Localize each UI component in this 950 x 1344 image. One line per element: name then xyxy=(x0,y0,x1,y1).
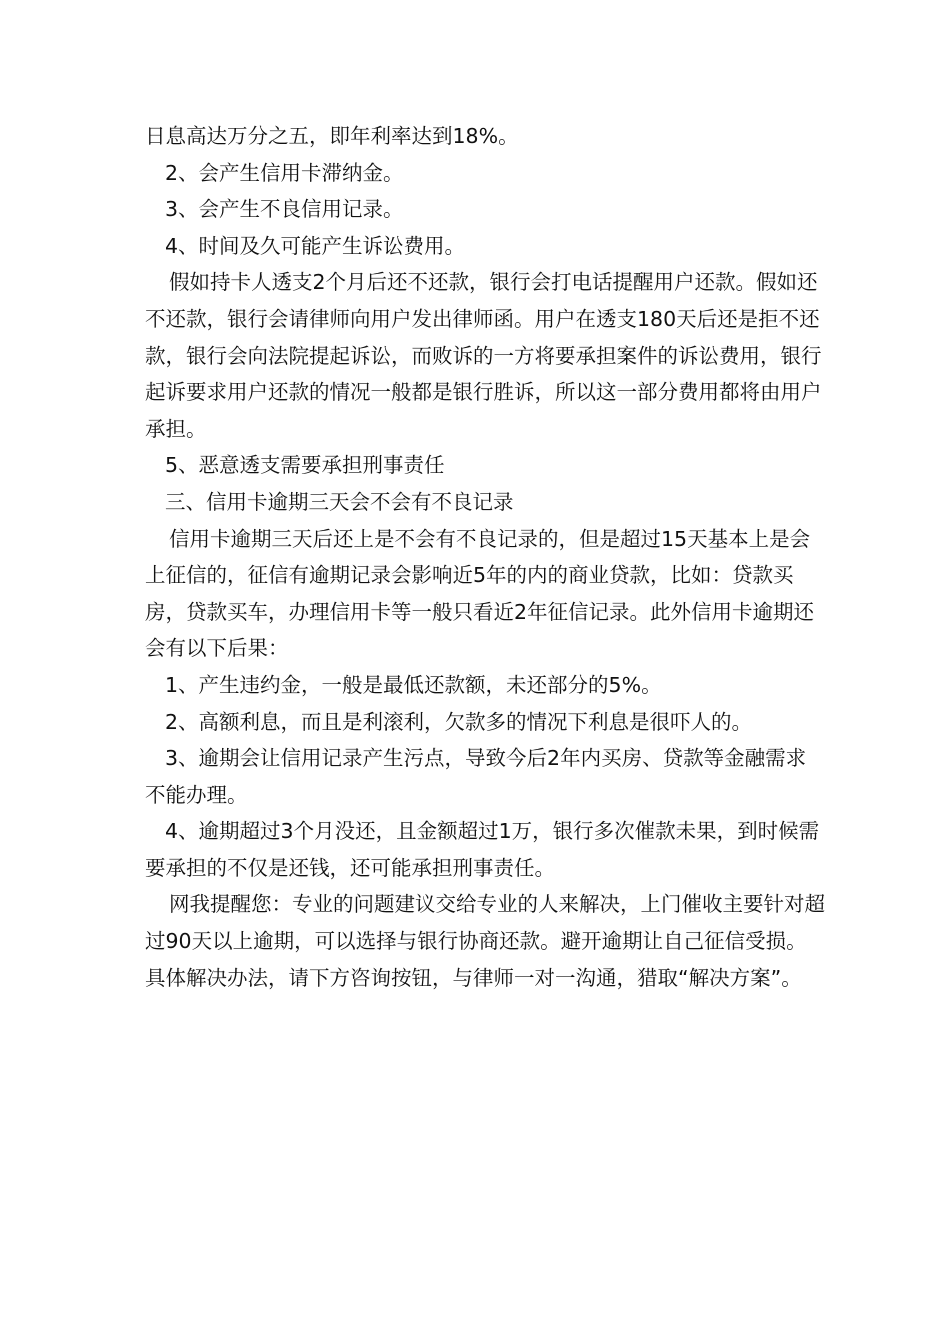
list-item-criminal-liability: 5、恶意透支需要承担刑事责任 xyxy=(165,453,445,478)
list-item-litigation-cost: 4、时间及久可能产生诉讼费用。 xyxy=(165,233,466,258)
list-item-over-three-months: 4、逾期超过3个月没还，且金额超过1万，银行多次催款未果，到时候需要承担的不仅是还钱，还可能承担刑事责任。 xyxy=(145,819,820,880)
paragraph-interest-rate: 日息高达万分之五，即年利率达到18%。 xyxy=(145,124,519,148)
list-item-credit-stain: 3、逾期会让信用记录产生污点，导致今后2年内买房、贷款等金融需求不能办理。 xyxy=(145,746,807,807)
section-heading-three-days: 三、信用卡逾期三天会不会有不良记录 xyxy=(165,489,514,514)
document-body xyxy=(145,118,825,996)
list-item-high-interest: 2、高额利息，而且是利滚利，欠款多的情况下利息是很吓人的。 xyxy=(165,709,753,734)
paragraph-reminder: 网我提醒您：专业的问题建议交给专业的人来解决，上门催收主要针对超过90天以上逾期，可以选择与银行协商还款。避开逾期让自己征信受损。具体解决办法，请下方咨询按钮，与律师一对一沟通，猎取“解决方案”。 xyxy=(145,892,825,990)
list-item-bad-credit: 3、会产生不良信用记录。 xyxy=(165,197,404,222)
list-item-penalty: 1、产生违约金，一般是最低还款额，未还部分的5%。 xyxy=(165,672,662,697)
paragraph-three-days-overdue: 信用卡逾期三天后还上是不会有不良记录的，但是超过15天基本上是会上征信的，征信有逾期记录会影响近5年的内的商业贷款，比如：贷款买房，贷款买车，办理信用卡等一般只看近2年征信记录。此外信用卡逾期还会有以下后果： xyxy=(145,526,815,661)
list-item-late-fee: 2、会产生信用卡滞纳金。 xyxy=(165,160,404,185)
paragraph-overdraft-process: 假如持卡人透支2个月后还不还款，银行会打电话提醒用户还款。假如还不还款，银行会请律师向用户发出律师函。用户在透支180天后还是拒不还款，银行会向法院提起诉讼，而败诉的一方将要承担案件的诉讼费用，银行起诉要求用户还款的情况一般都是银行胜诉，所以这一部分费用都将由用户承担。 xyxy=(145,270,822,441)
